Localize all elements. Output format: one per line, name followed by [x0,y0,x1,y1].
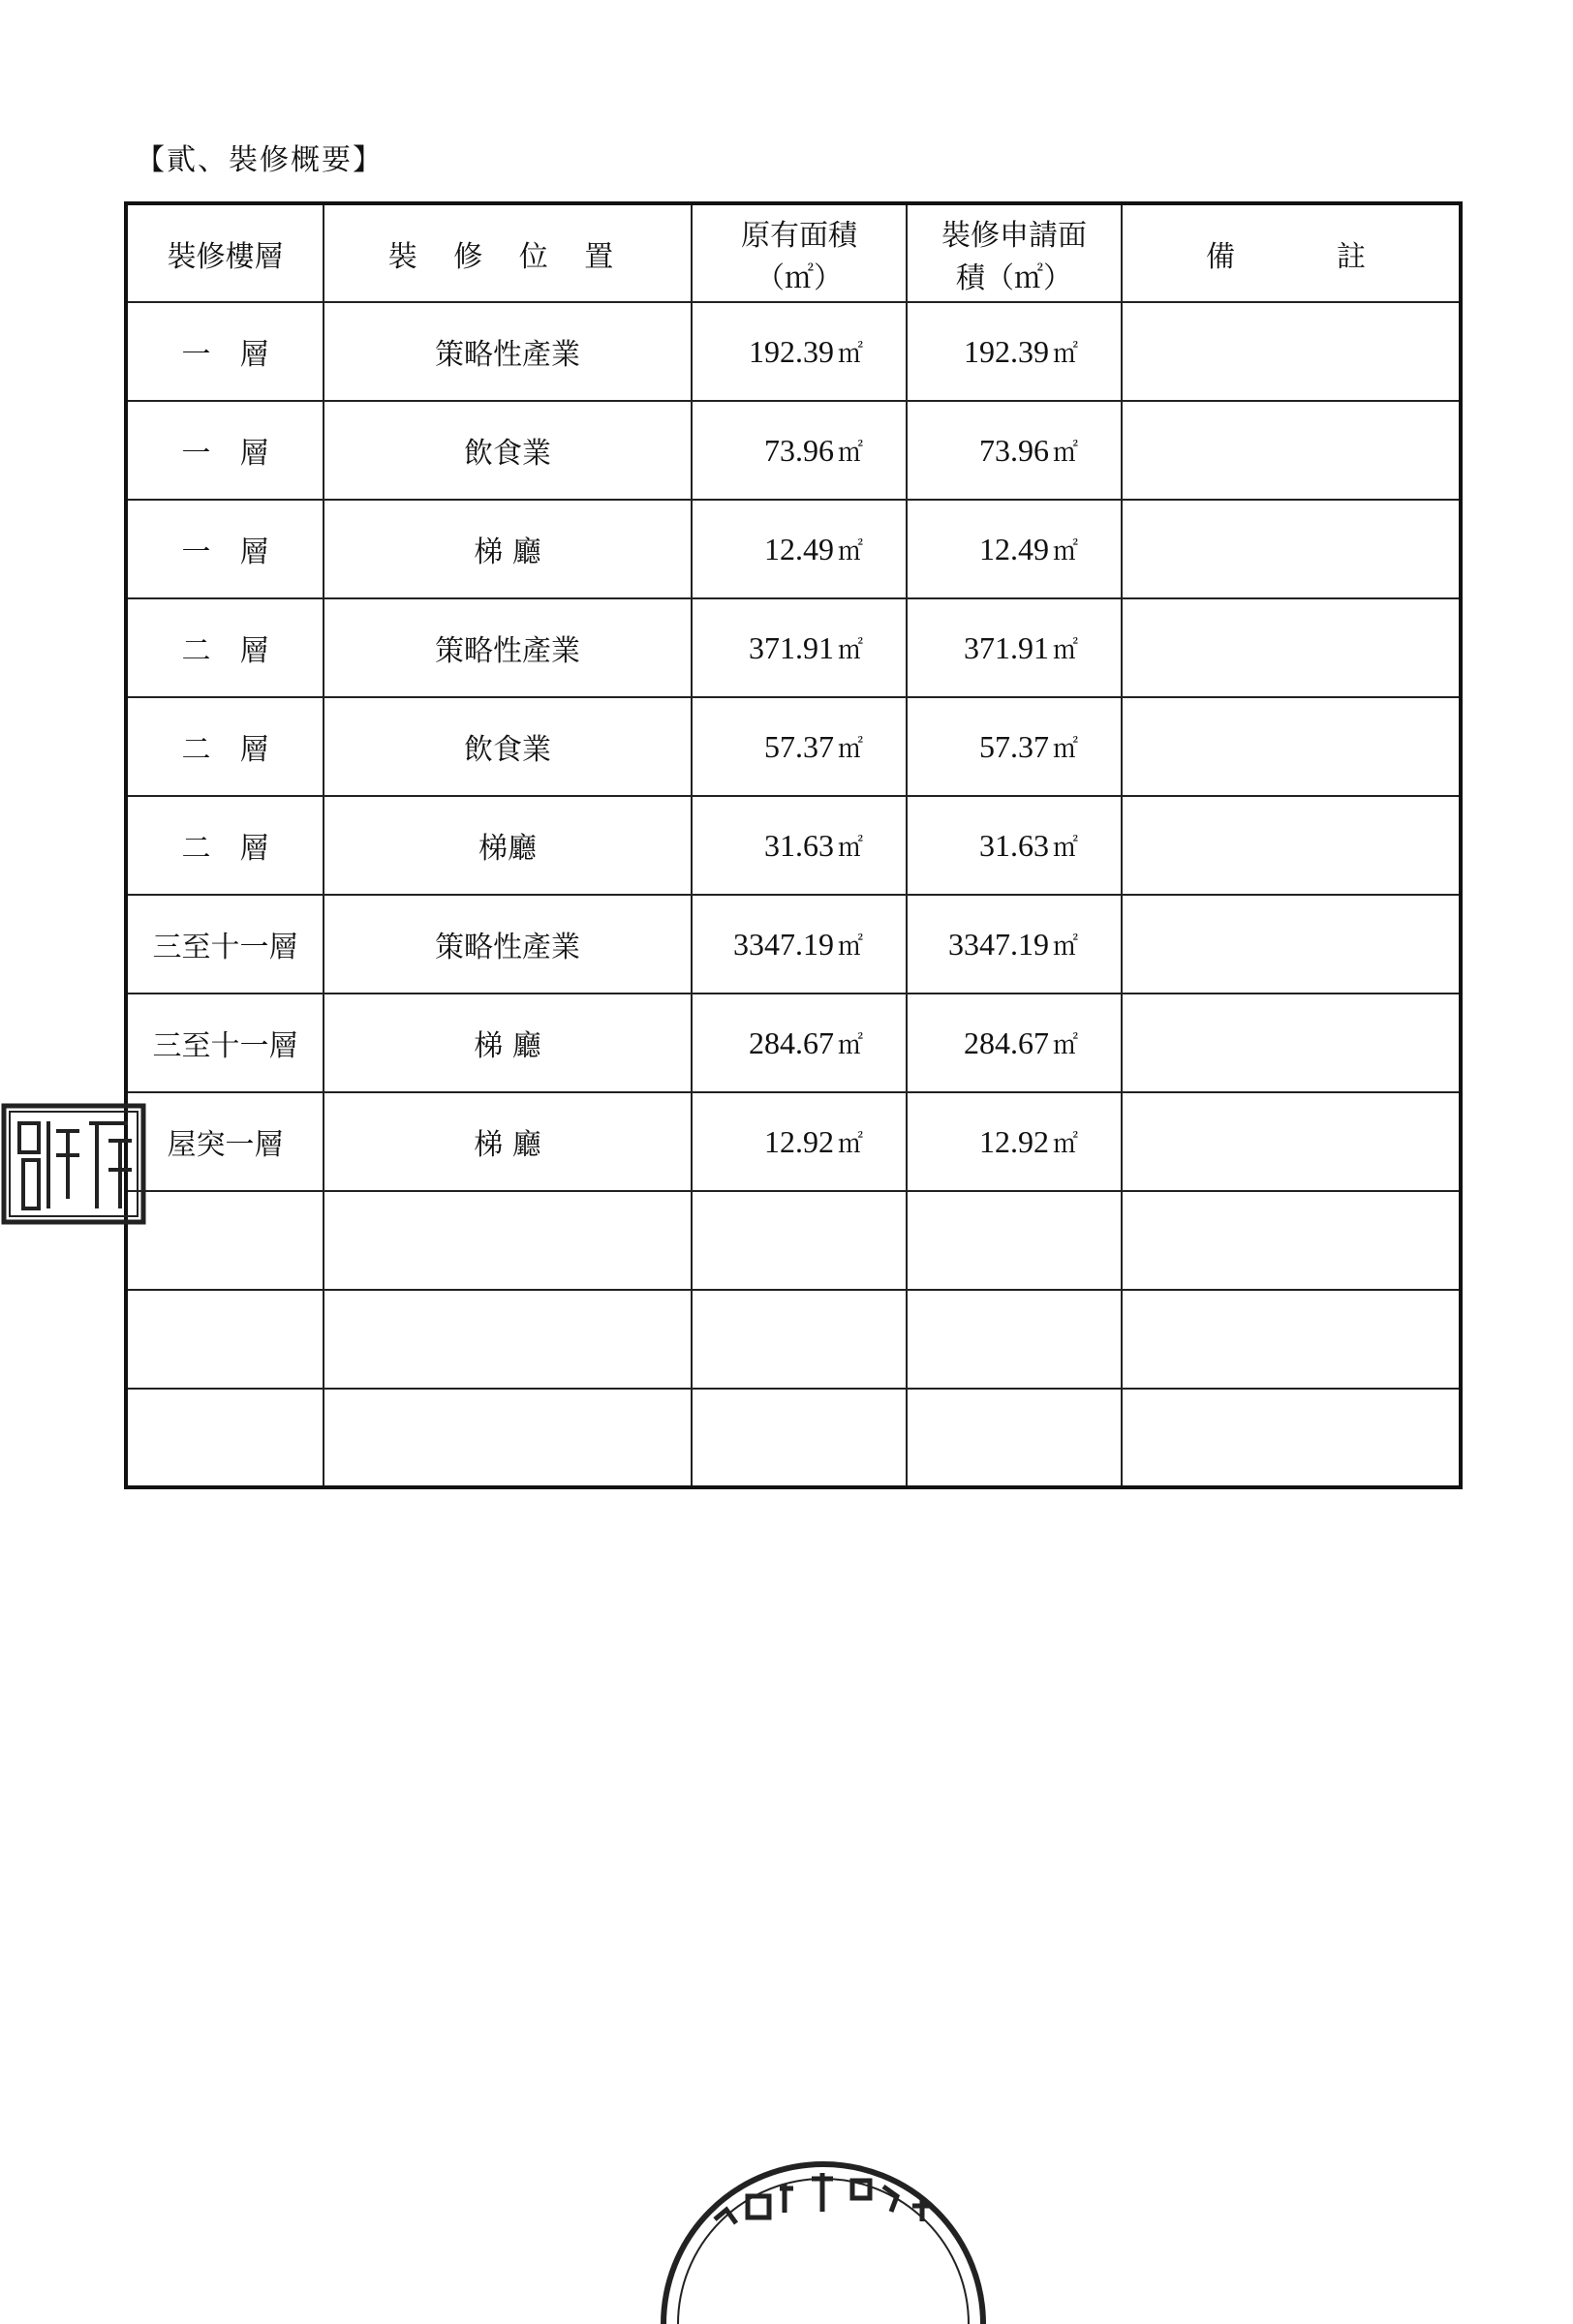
cell-floor [126,302,324,401]
cell-location-value: 飲食業 [464,437,551,471]
cell-applied-area-value: 73.96 [978,432,1049,468]
cell-applied-area-value: 31.63 [978,827,1049,863]
cell-location [324,1290,692,1389]
cell-applied-area [907,1191,1122,1290]
cell-location [324,796,692,895]
area-unit: ㎡ [837,438,863,467]
cell-location [324,302,692,401]
area-unit: ㎡ [1052,1129,1078,1158]
cell-applied-area [907,895,1122,994]
cell-floor [126,796,324,895]
cell-floor [126,500,324,598]
cell-applied-area-value: 284.67 [963,1024,1049,1060]
table-row [126,598,1461,697]
header-remarks-char2: 註 [1337,239,1366,274]
area-unit: ㎡ [1052,734,1078,763]
cell-original-area [692,1290,907,1389]
area-unit: ㎡ [1052,339,1078,368]
cell-floor [126,994,324,1092]
cell-original-area-value: 192.39 [748,333,834,369]
cell-location [324,1092,692,1191]
cell-original-area-value: 57.37 [763,728,834,764]
renovation-summary-table [124,201,1463,1489]
header-applied-area-line2: 積（㎡） [956,260,1072,295]
cell-floor [126,1191,324,1290]
cell-applied-area-value: 57.37 [978,728,1049,764]
cell-original-area [692,1389,907,1487]
cell-applied-area-value: 12.49 [978,531,1049,566]
cell-location-value: 梯 廳 [474,1128,541,1162]
cell-remarks [1122,697,1461,796]
cell-applied-area [907,1389,1122,1487]
table-row [126,1092,1461,1191]
cell-location [324,895,692,994]
area-unit: ㎡ [1052,833,1078,862]
header-remarks-char1: 備 [1206,239,1235,274]
cell-remarks [1122,500,1461,598]
cell-remarks [1122,1290,1461,1389]
cell-floor [126,598,324,697]
section-title: 【貳、裝修概要】 [136,143,384,177]
cell-applied-area-value: 371.91 [963,629,1049,665]
cell-location [324,1389,692,1487]
cell-applied-area [907,697,1122,796]
header-original-area-line1: 原有面積 [741,218,857,253]
area-unit: ㎡ [837,536,863,566]
cell-floor-value: 一 層 [181,338,269,372]
cell-remarks [1122,994,1461,1092]
area-unit: ㎡ [1052,438,1078,467]
cell-floor [126,697,324,796]
cell-remarks [1122,895,1461,994]
cell-floor-value: 一 層 [181,437,269,471]
cell-location-value: 策略性產業 [435,338,580,372]
table-row [126,401,1461,500]
cell-location-value: 梯 廳 [474,1029,541,1063]
cell-location [324,1191,692,1290]
table-row [126,1290,1461,1389]
cell-floor-value: 屋突一層 [167,1128,284,1162]
area-unit: ㎡ [837,833,863,862]
cell-floor [126,1389,324,1487]
cell-location [324,401,692,500]
cell-original-area [692,994,907,1092]
cell-original-area [692,1092,907,1191]
cell-original-area [692,598,907,697]
area-unit: ㎡ [1052,635,1078,664]
table-row [126,302,1461,401]
cell-original-area [692,796,907,895]
cell-applied-area [907,1092,1122,1191]
area-unit: ㎡ [837,734,863,763]
table-row [126,1389,1461,1487]
table-row [126,796,1461,895]
header-floor: 裝修樓層 [126,203,324,302]
cell-applied-area-value: 192.39 [963,333,1049,369]
table-header-row [126,203,1461,302]
cell-original-area-value: 73.96 [763,432,834,468]
cell-original-area-value: 371.91 [748,629,834,665]
table-row [126,895,1461,994]
cell-floor-value: 三至十一層 [152,931,298,964]
cell-remarks [1122,1092,1461,1191]
cell-floor-value: 二 層 [181,832,269,866]
cell-location [324,500,692,598]
cell-floor [126,1290,324,1389]
cell-original-area [692,895,907,994]
cell-applied-area [907,302,1122,401]
area-unit: ㎡ [1052,1030,1078,1059]
cell-remarks [1122,796,1461,895]
area-unit: ㎡ [1052,536,1078,566]
cell-applied-area [907,796,1122,895]
cell-location-value: 梯廳 [478,832,537,866]
cell-remarks [1122,302,1461,401]
cell-applied-area-value: 12.92 [978,1123,1049,1159]
cell-floor [126,1092,324,1191]
cell-original-area [692,302,907,401]
area-unit: ㎡ [837,339,863,368]
cell-floor-value: 三至十一層 [152,1029,298,1063]
table-row [126,994,1461,1092]
cell-location-value: 策略性產業 [435,634,580,668]
area-unit: ㎡ [837,1030,863,1059]
header-remarks [1122,203,1461,302]
cell-floor [126,401,324,500]
area-unit: ㎡ [837,635,863,664]
table-row [126,697,1461,796]
header-applied-area-line1: 裝修申請面 [941,218,1087,253]
cell-original-area [692,401,907,500]
cell-remarks [1122,1389,1461,1487]
cell-applied-area [907,401,1122,500]
cell-applied-area [907,1290,1122,1389]
cell-remarks [1122,401,1461,500]
cell-location-value: 飲食業 [464,733,551,767]
cell-original-area-value: 284.67 [748,1024,834,1060]
cell-original-area [692,1191,907,1290]
cell-original-area-value: 3347.19 [732,926,834,962]
cell-original-area-value: 12.49 [763,531,834,566]
cell-location-value: 梯 廳 [474,535,541,569]
area-unit: ㎡ [837,932,863,961]
cell-remarks [1122,598,1461,697]
area-unit: ㎡ [837,1129,863,1158]
cell-original-area-value: 12.92 [763,1123,834,1159]
cell-applied-area [907,500,1122,598]
header-applied-area [907,203,1122,302]
header-original-area-line2: （㎡） [756,260,843,295]
header-original-area [692,203,907,302]
building-office-seal-stamp [639,2130,1007,2324]
table-row [126,1191,1461,1290]
table-row [126,500,1461,598]
cell-original-area [692,500,907,598]
cell-location [324,994,692,1092]
cell-applied-area [907,598,1122,697]
architect-seal-stamp [0,1102,147,1226]
cell-applied-area-value: 3347.19 [947,926,1049,962]
cell-floor-value: 二 層 [181,634,269,668]
cell-floor-value: 一 層 [181,535,269,569]
cell-remarks [1122,1191,1461,1290]
cell-original-area [692,697,907,796]
cell-floor [126,895,324,994]
area-unit: ㎡ [1052,932,1078,961]
cell-location [324,697,692,796]
cell-original-area-value: 31.63 [763,827,834,863]
cell-applied-area [907,994,1122,1092]
cell-floor-value: 二 層 [181,733,269,767]
cell-location-value: 策略性產業 [435,931,580,964]
cell-location [324,598,692,697]
header-location: 裝 修 位 置 [324,203,692,302]
